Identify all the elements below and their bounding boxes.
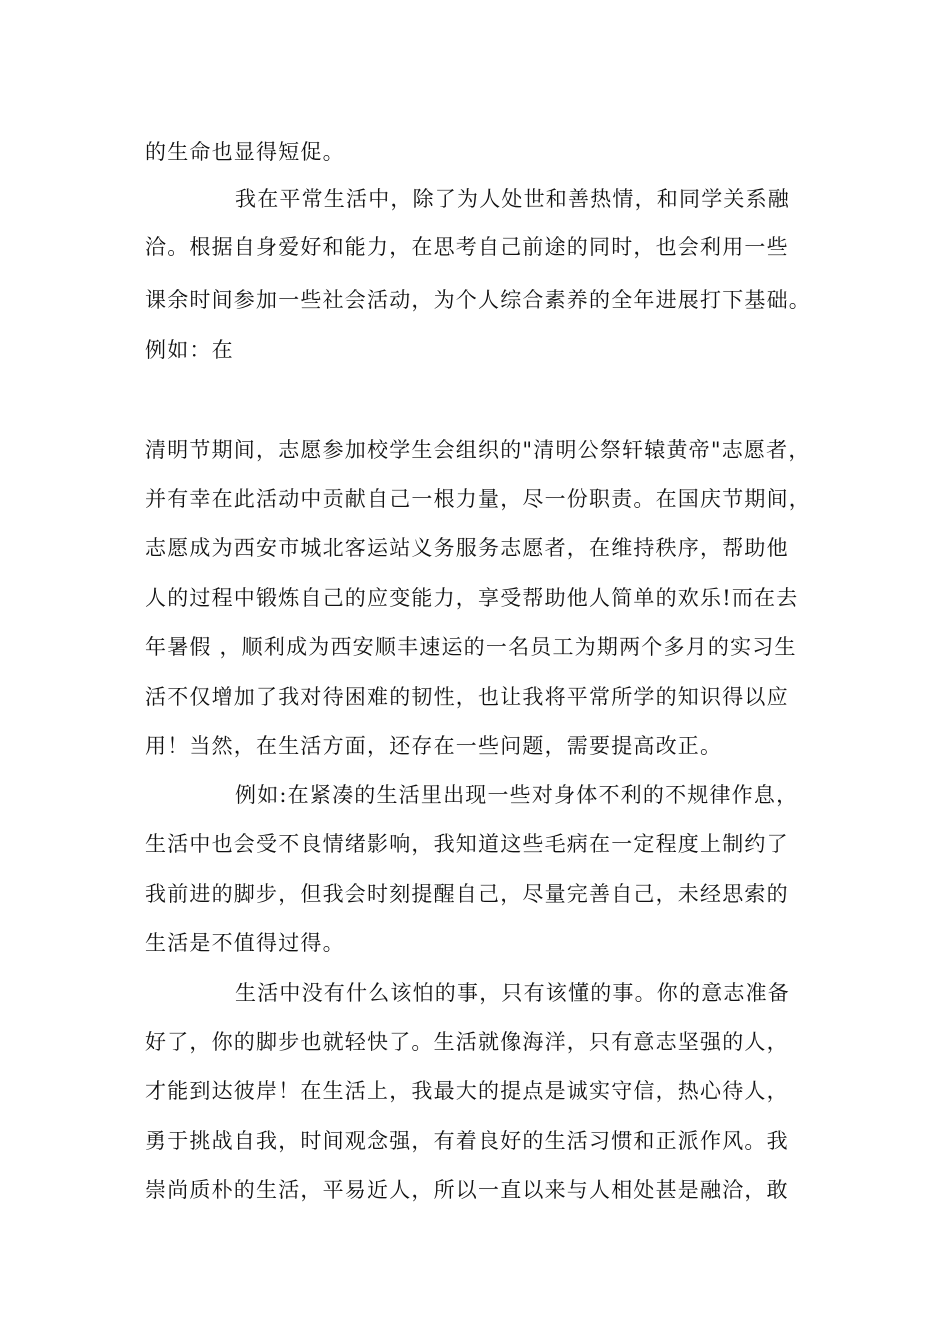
text-line: 的生命也显得短促。 bbox=[145, 140, 345, 164]
text-line: 例如：在 bbox=[145, 338, 234, 362]
text-line: 我在平常生活中，除了为人处世和善热情，和同学关系融 bbox=[235, 187, 790, 211]
text-line: 活不仅增加了我对待困难的韧性，也让我将平常所学的知识得以应 bbox=[145, 685, 789, 709]
text-line: 用！当然，在生活方面，还存在一些问题，需要提高改正。 bbox=[145, 734, 723, 758]
text-line: 人的过程中锻炼自己的应变能力，享受帮助他人简单的欢乐!而在去 bbox=[145, 586, 799, 610]
text-line: 生活中也会受不良情绪影响，我知道这些毛病在一定程度上制约了 bbox=[145, 832, 789, 856]
text-line: 年暑假 ，顺利成为西安顺丰速运的一名员工为期两个多月的实习生 bbox=[145, 635, 797, 659]
text-line: 才能到达彼岸！在生活上，我最大的提点是诚实守信，热心待人， bbox=[145, 1079, 789, 1103]
text-line: 清明节期间，志愿参加校学生会组织的"清明公祭轩辕黄帝"志愿者， bbox=[145, 438, 811, 462]
text-line: 我前进的脚步，但我会时刻提醒自己，尽量完善自己，未经思索的 bbox=[145, 882, 789, 906]
text-line: 并有幸在此活动中贡献自己一根力量，尽一份职责。在国庆节期间， bbox=[145, 487, 811, 511]
text-line: 例如:在紧凑的生活里出现一些对身体不利的不规律作息， bbox=[235, 783, 799, 807]
text-line: 勇于挑战自我，时间观念强，有着良好的生活习惯和正派作风。我 bbox=[145, 1129, 789, 1153]
text-line: 生活是不值得过得。 bbox=[145, 931, 345, 955]
text-line: 课余时间参加一些社会活动，为个人综合素养的全年进展打下基础。 bbox=[145, 288, 811, 312]
text-line: 洽。根据自身爱好和能力，在思考自己前途的同时，也会利用一些 bbox=[145, 235, 789, 259]
text-line: 好了，你的脚步也就轻快了。生活就像海洋，只有意志坚强的人， bbox=[145, 1030, 789, 1054]
text-line: 志愿成为西安市城北客运站义务服务志愿者，在维持秩序，帮助他 bbox=[145, 536, 789, 560]
text-line: 生活中没有什么该怕的事，只有该懂的事。你的意志准备 bbox=[235, 981, 790, 1005]
text-line: 崇尚质朴的生活，平易近人，所以一直以来与人相处甚是融洽，敢 bbox=[145, 1178, 789, 1202]
